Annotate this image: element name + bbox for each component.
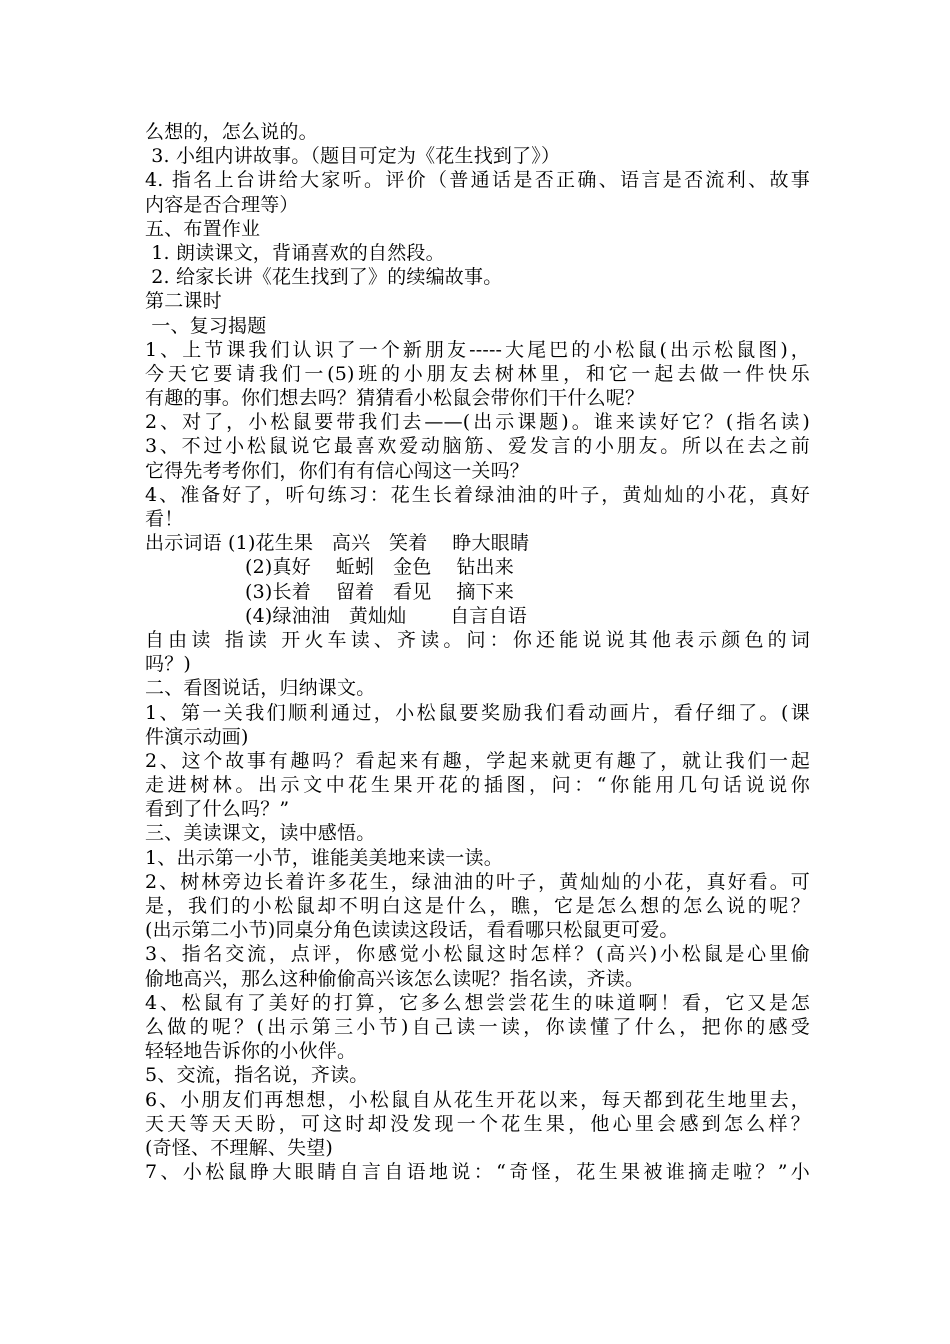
text-line: 2、这个故事有趣吗？看起来有趣，学起来就更有趣了，就让我们一起 bbox=[145, 749, 810, 772]
text-line: 内容是否合理等） bbox=[145, 193, 299, 216]
text-line: 是，我们的小松鼠却不明白这是什么，瞧，它是怎么想的怎么说的呢？ bbox=[145, 895, 810, 917]
word-list-line: (4)绿油油 黄灿灿 自言自语 bbox=[245, 604, 527, 627]
text-line: 3、不过小松鼠说它最喜欢爱动脑筋、爱发言的小朋友。所以在去之前 bbox=[145, 435, 810, 458]
text-line: 4、松鼠有了美好的打算，它多么想尝尝花生的味道啊！看，它又是怎 bbox=[145, 991, 810, 1014]
text-line: 走进树林。出示文中花生果开花的插图，问：“你能用几句话说说你 bbox=[145, 774, 810, 797]
text-line: 4. 指名上台讲给大家听。评价（普通话是否正确、语言是否流利、故事 bbox=[145, 169, 810, 192]
text-line: 今天它要请我们一(5)班的小朋友去树林里，和它一起去做一件快乐 bbox=[145, 362, 810, 385]
text-line: 1. 朗读课文，背诵喜欢的自然段。 bbox=[145, 241, 445, 264]
text-line: 1、第一关我们顺利通过，小松鼠要奖励我们看动画片，看仔细了。(课 bbox=[145, 701, 810, 724]
section-heading: 一、复习揭题 bbox=[145, 314, 267, 337]
text-line: 6、小朋友们再想想，小松鼠自从花生开花以来，每天都到花生地里去， bbox=[145, 1088, 810, 1111]
text-line: 看！ bbox=[145, 508, 184, 530]
text-line: 么做的呢？(出示第三小节)自己读一读，你读懂了什么，把你的感受 bbox=[145, 1015, 810, 1038]
text-line: 轻轻地告诉你的小伙伴。 bbox=[145, 1040, 357, 1063]
text-line: 2、树林旁边长着许多花生，绿油油的叶子，黄灿灿的小花，真好看。可 bbox=[145, 870, 810, 893]
document-body bbox=[145, 120, 810, 1184]
text-line: 1、上节课我们认识了一个新朋友-----大尾巴的小松鼠(出示松鼠图)， bbox=[145, 338, 810, 361]
text-line: 吗？) bbox=[145, 653, 192, 676]
text-line: 天天等天天盼，可这时却没发现一个花生果，他心里会感到怎么样？ bbox=[145, 1112, 810, 1135]
text-line: 4、准备好了，听句练习：花生长着绿油油的叶子，黄灿灿的小花，真好 bbox=[145, 483, 810, 506]
section-heading: 五、布置作业 bbox=[145, 217, 261, 240]
text-line: 3、指名交流，点评，你感觉小松鼠这时怎样？(高兴)小松鼠是心里偷 bbox=[145, 943, 810, 966]
word-list-line: (2)真好 蚯蚓 金色 钻出来 bbox=[245, 556, 514, 579]
text-line: 5、交流，指名说，齐读。 bbox=[145, 1064, 369, 1087]
text-line: 2、对了，小松鼠要带我们去——(出示课题)。谁来读好它？(指名读) bbox=[145, 411, 810, 434]
text-line: 件演示动画) bbox=[145, 725, 249, 748]
text-line: 看到了什么吗？” bbox=[145, 798, 290, 821]
word-list-line: (3)长着 留着 看见 摘下来 bbox=[245, 580, 514, 603]
section-heading: 三、美读课文，读中感悟。 bbox=[145, 822, 376, 845]
text-line: 3. 小组内讲故事。（题目可定为《花生找到了》） bbox=[145, 145, 561, 168]
word-list-line: 出示词语 (1)花生果 高兴 笑着 睁大眼睛 bbox=[145, 532, 530, 555]
text-line: 1、出示第一小节，谁能美美地来读一读。 bbox=[145, 846, 503, 869]
text-line: 自由读 指读 开火车读、齐读。问：你还能说说其他表示颜色的词 bbox=[145, 628, 810, 651]
text-line: (奇怪、不理解、失望) bbox=[145, 1136, 334, 1159]
text-line: 2. 给家长讲《花生找到了》的续编故事。 bbox=[145, 266, 503, 289]
text-line: 7、小松鼠睁大眼睛自言自语地说：“奇怪，花生果被谁摘走啦？”小 bbox=[145, 1161, 810, 1184]
section-heading: 第二课时 bbox=[145, 290, 222, 313]
section-heading: 二、看图说话，归纳课文。 bbox=[145, 677, 376, 700]
text-line: (出示第二小节)同桌分角色读读这段话，看看哪只松鼠更可爱。 bbox=[145, 919, 679, 942]
text-line: 么想的，怎么说的。 bbox=[145, 121, 318, 143]
text-line: 偷地高兴，那么这种偷偷高兴该怎么读呢？指名读，齐读。 bbox=[145, 967, 645, 990]
text-line: 它得先考考你们，你们有有信心闯这一关吗？ bbox=[145, 459, 530, 482]
text-line: 有趣的事。你们想去吗？猜猜看小松鼠会带你们干什么呢？ bbox=[145, 387, 645, 410]
